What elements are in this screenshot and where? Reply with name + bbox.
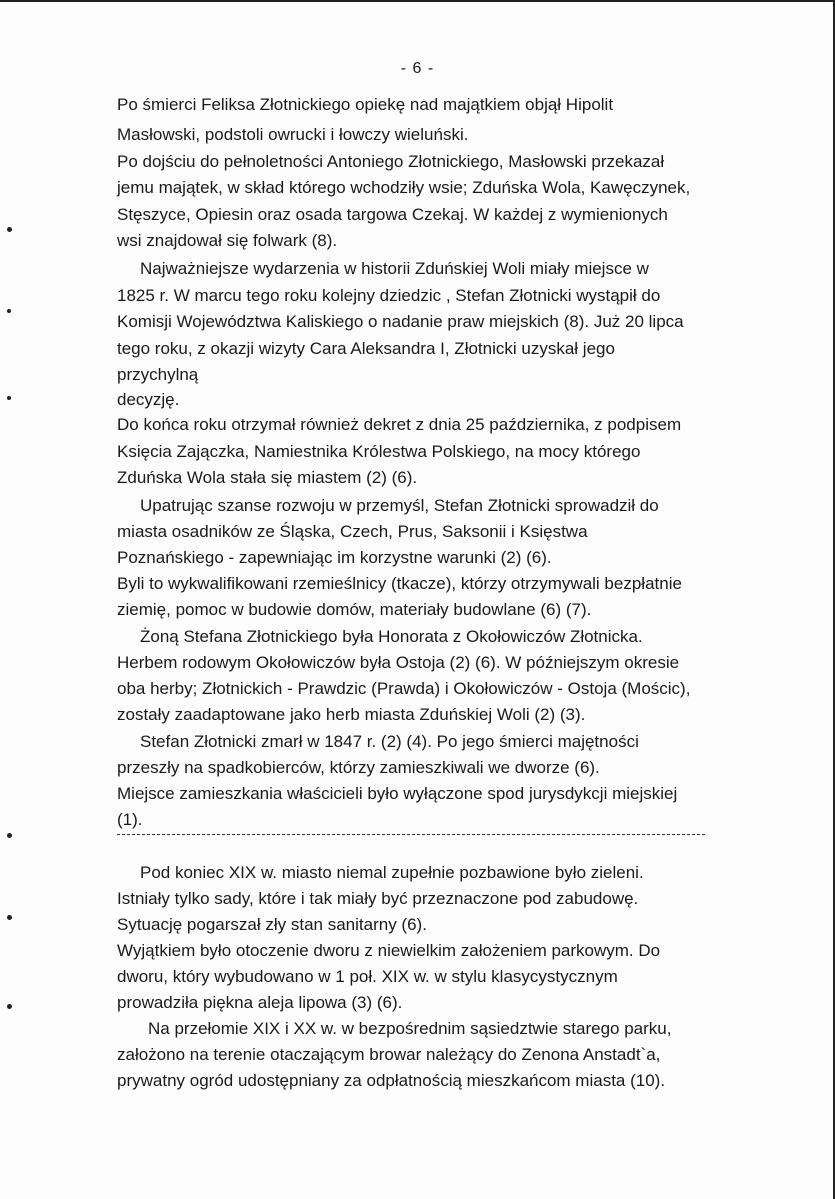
dashed-divider <box>117 834 705 835</box>
text-line: zostały zaadaptowane jako herb miasta Zduńskiej Woli (2) (3). <box>117 705 586 724</box>
text-line: Wyjątkiem było otoczenie dworu z niewielkim założeniem parkowym. Do <box>117 941 661 960</box>
text-line: Żoną Stefana Złotnickiego była Honorata z Okołowiczów Złotnicka. <box>140 627 643 646</box>
text-line: decyzję. <box>117 390 180 409</box>
binding-hole-mark <box>7 1004 12 1009</box>
text-line: Stęszyce, Opiesin oraz osada targowa Czekaj. W każdej z wymienionych <box>117 205 668 224</box>
text-line: Komisji Województwa Kaliskiego o nadanie praw miejskich (8). Już 20 lipca <box>117 312 684 331</box>
text-line: przeszły na spadkobierców, którzy zamieszkiwali we dworze (6). <box>117 758 600 777</box>
text-line: prywatny ogród udostępniany za odpłatnością mieszkańcom miasta (10). <box>117 1071 666 1090</box>
text-line: wsi znajdował się folwark (8). <box>117 231 338 250</box>
text-line: tego roku, z okazji wizyty Cara Aleksandra I, Złotnicki uzyskał jego <box>117 339 615 358</box>
text-line: Miejsce zamieszkania właścicieli było wyłączone spod jurysdykcji miejskiej <box>117 784 678 803</box>
text-line: Byli to wykwalifikowani rzemieślnicy (tkacze), którzy otrzymywali bezpłatnie <box>117 574 682 593</box>
text-line: (1). <box>117 810 143 829</box>
text-line: 1825 r. W marcu tego roku kolejny dziedzic , Stefan Złotnicki wystąpił do <box>117 286 661 305</box>
page-number: - 6 - <box>400 60 435 77</box>
text-line: Upatrując szanse rozwoju w przemyśl, Stefan Złotnicki sprowadził do <box>140 496 659 515</box>
text-line: Po dojściu do pełnoletności Antoniego Złotnickiego, Masłowski przekazał <box>117 152 665 171</box>
binding-hole-mark <box>7 227 12 232</box>
text-line: Stefan Złotnicki zmarł w 1847 r. (2) (4). Po jego śmierci majętności <box>140 732 639 751</box>
text-line: Masłowski, podstoli owrucki i łowczy wieluński. <box>117 125 469 144</box>
binding-hole-mark <box>7 915 12 920</box>
text-line: założono na terenie otaczającym browar należący do Zenona Anstadt`a, <box>117 1045 661 1064</box>
text-line: Zduńska Wola stała się miastem (2) (6). <box>117 468 418 487</box>
text-line: miasta osadników ze Śląska, Czech, Prus, Saksonii i Księstwa <box>117 522 588 541</box>
text-line: Pod koniec XIX w. miasto niemal zupełnie pozbawione było zieleni. <box>140 863 644 882</box>
text-line: dworu, który wybudowano w 1 poł. XIX w. w stylu klasycystycznym <box>117 967 618 986</box>
text-line: Do końca roku otrzymał również dekret z dnia 25 października, z podpisem <box>117 415 682 434</box>
binding-hole-mark <box>7 833 12 838</box>
text-line: Herbem rodowym Okołowiczów była Ostoja (2) (6). W późniejszym okresie <box>117 653 680 672</box>
text-line: Sytuację pogarszał zły stan sanitarny (6). <box>117 915 427 934</box>
text-line: Na przełomie XIX i XX w. w bezpośrednim sąsiedztwie starego parku, <box>148 1019 672 1038</box>
text-line: Najważniejsze wydarzenia w historii Zduńskiej Woli miały miejsce w <box>140 259 649 278</box>
text-line: Księcia Zajączka, Namiestnika Królestwa Polskiego, na mocy którego <box>117 442 641 461</box>
text-line: przychylną <box>117 365 199 384</box>
text-line: ziemię, pomoc w budowie domów, materiały budowlane (6) (7). <box>117 600 592 619</box>
binding-hole-mark <box>7 396 11 400</box>
text-line: prowadziła piękna aleja lipowa (3) (6). <box>117 993 403 1012</box>
text-line: oba herby; Złotnickich - Prawdzic (Prawda) i Okołowiczów - Ostoja (Mościc), <box>117 679 691 698</box>
text-line: Istniały tylko sady, które i tak miały być przeznaczone pod zabudowę. <box>117 889 639 908</box>
text-line: Poznańskiego - zapewniając im korzystne warunki (2) (6). <box>117 548 552 567</box>
text-line: Po śmierci Feliksa Złotnickiego opiekę nad majątkiem objął Hipolit <box>117 95 614 114</box>
text-line: jemu majątek, w skład którego wchodziły wsie; Zduńska Wola, Kawęczynek, <box>117 178 691 197</box>
binding-hole-mark <box>7 309 11 313</box>
